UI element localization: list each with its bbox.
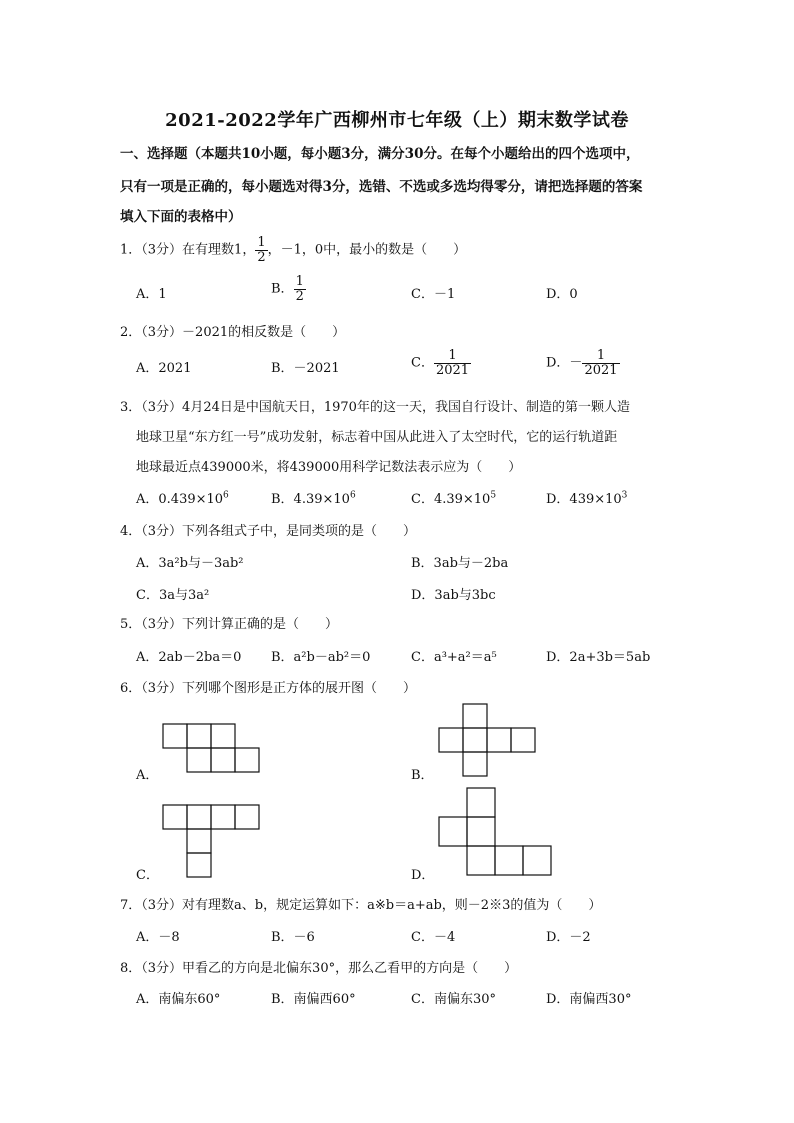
question-8-option-c: C．南偏东30° bbox=[411, 992, 496, 1007]
option-c-base: C．4.39×10 bbox=[411, 492, 491, 507]
question-4-option-b: B．3ab与－2ba bbox=[411, 556, 509, 571]
question-1-fraction bbox=[255, 236, 267, 264]
option-d-exponent: 3 bbox=[621, 490, 628, 501]
question-6-option-d: D． bbox=[411, 868, 435, 883]
option-b-fraction bbox=[294, 275, 306, 303]
question-8-option-a: A．南偏东60° bbox=[136, 992, 221, 1007]
question-3-option-d bbox=[546, 488, 627, 507]
question-7-option-d: D．－2 bbox=[546, 930, 591, 945]
question-5-stem: 5．（3分）下列计算正确的是（ ） bbox=[120, 617, 339, 632]
option-b-exponent: 6 bbox=[349, 490, 356, 501]
question-8-stem: 8．（3分）甲看乙的方向是北偏东30°，那么乙看甲的方向是（ ） bbox=[120, 961, 518, 976]
question-3-option-b bbox=[271, 488, 356, 507]
question-1-stem-start: 1．（3分）在有理数1， bbox=[120, 242, 256, 258]
question-7-option-b: B．－6 bbox=[271, 930, 315, 945]
question-2-option-d bbox=[546, 349, 620, 377]
question-6-option-b: B． bbox=[411, 768, 434, 783]
question-6-option-c: C． bbox=[136, 868, 159, 883]
question-2-option-c bbox=[411, 349, 471, 377]
question-3-line-3: 地球最近点439000米，将439000用科学记数法表示应为（ ） bbox=[136, 460, 522, 475]
option-a-exponent: 6 bbox=[223, 490, 229, 501]
question-4-option-c: C．3a与3a² bbox=[136, 588, 210, 603]
question-6-stem: 6．（3分）下列哪个图形是正方体的展开图（ ） bbox=[120, 681, 417, 696]
fraction-numerator: 1 bbox=[295, 274, 304, 289]
fraction-denominator: 2021 bbox=[435, 362, 470, 378]
option-d-prefix: D．－ bbox=[546, 355, 583, 371]
question-2-option-a: A．2021 bbox=[136, 361, 192, 376]
question-2-stem: 2．（3分）－2021的相反数是（ ） bbox=[120, 325, 346, 340]
fraction-denominator: 2 bbox=[257, 249, 266, 265]
option-b-base: B．4.39×10 bbox=[271, 492, 350, 507]
option-c-exponent: 5 bbox=[490, 490, 497, 501]
option-b-prefix: B． bbox=[271, 281, 294, 297]
fraction-numerator: 1 bbox=[582, 349, 619, 364]
question-6-option-a: A． bbox=[136, 768, 159, 783]
question-1-stem bbox=[120, 236, 466, 264]
fraction-denominator: 2 bbox=[295, 288, 304, 304]
question-8-option-b: B．南偏西60° bbox=[271, 992, 356, 1007]
question-1-option-d: D．0 bbox=[546, 287, 578, 302]
cube-net-a bbox=[160, 722, 265, 774]
page-title: 2021-2022学年广西柳州市七年级（上）期末数学试卷 bbox=[165, 110, 629, 131]
question-7-stem: 7．（3分）对有理数a、b，规定运算如下：a※b＝a+ab，则－2※3的值为（ ） bbox=[120, 898, 602, 913]
question-4-stem: 4．（3分）下列各组式子中，是同类项的是（ ） bbox=[120, 524, 417, 539]
fraction-denominator: 2021 bbox=[584, 362, 618, 378]
question-5-option-d: D．2a+3b＝5ab bbox=[546, 650, 651, 665]
question-4-option-d: D．3ab与3bc bbox=[411, 588, 496, 603]
option-d-base: D．439×10 bbox=[546, 492, 622, 507]
question-3-option-c bbox=[411, 488, 496, 507]
option-c-fraction bbox=[434, 349, 471, 377]
question-1-option-a: A．1 bbox=[136, 287, 167, 302]
cube-net-b bbox=[436, 702, 541, 778]
question-5-option-a: A．2ab－2ba＝0 bbox=[136, 650, 242, 665]
section-heading-line-1: 一、选择题（本题共10小题，每小题3分，满分30分。在每个小题给出的四个选项中， bbox=[120, 146, 640, 162]
question-1-option-b bbox=[271, 275, 306, 303]
question-5-option-c: C．a³+a²＝a⁵ bbox=[411, 650, 497, 665]
fraction-numerator: 1 bbox=[257, 235, 266, 250]
question-3-line-2: 地球卫星“东方红一号”成功发射，标志着中国从此进入了太空时代，它的运行轨道距 bbox=[136, 430, 618, 445]
option-d-fraction bbox=[582, 349, 619, 377]
section-heading-line-3: 填入下面的表格中） bbox=[120, 209, 242, 225]
question-1-option-c: C．－1 bbox=[411, 287, 456, 302]
question-7-option-c: C．－4 bbox=[411, 930, 456, 945]
cube-net-d bbox=[434, 786, 559, 878]
question-1-stem-end: ，－1，0中，最小的数是（ ） bbox=[267, 242, 467, 258]
option-a-base: A．0.439×10 bbox=[136, 492, 224, 507]
question-2-option-b: B．－2021 bbox=[271, 361, 340, 376]
fraction-numerator: 1 bbox=[434, 349, 471, 364]
question-3-line-1: 3．（3分）4月24日是中国航天日，1970年的这一天，我国自行设计、制造的第一颗人造 bbox=[120, 400, 630, 415]
question-7-option-a: A．－8 bbox=[136, 930, 180, 945]
question-4-option-a: A．3a²b与－3ab² bbox=[136, 556, 244, 571]
question-8-option-d: D．南偏西30° bbox=[546, 992, 632, 1007]
option-c-prefix: C． bbox=[411, 355, 434, 371]
section-heading-line-2: 只有一项是正确的，每小题选对得3分，选错、不选或多选均得零分，请把选择题的答案 bbox=[120, 179, 643, 195]
question-5-option-b: B．a²b－ab²＝0 bbox=[271, 650, 371, 665]
question-3-option-a bbox=[136, 488, 229, 507]
cube-net-c bbox=[160, 803, 265, 879]
